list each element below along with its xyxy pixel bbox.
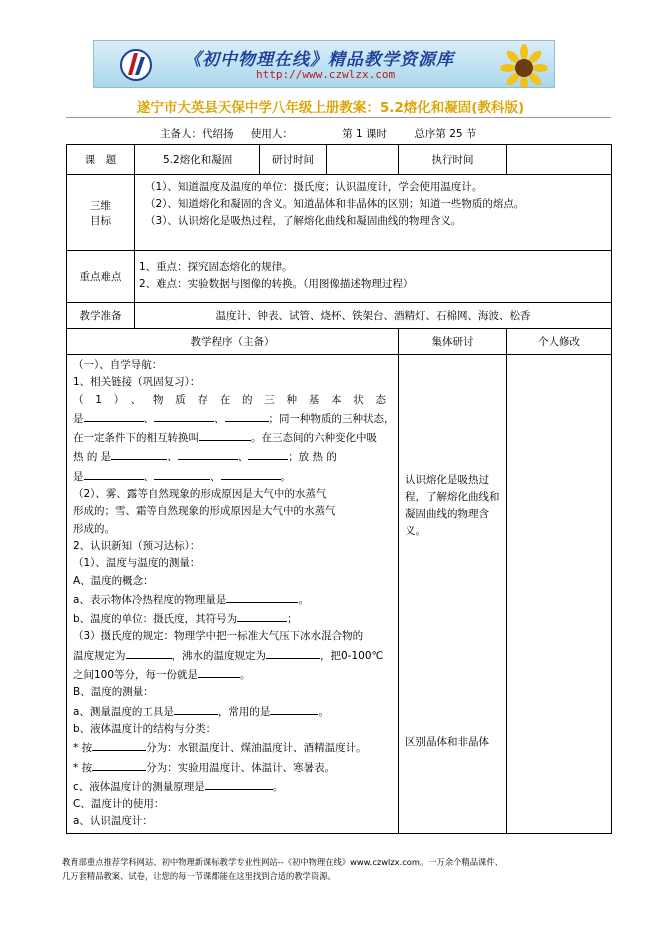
exec-time-value — [507, 145, 612, 175]
body-line: * 按 分为：实验用温度计、体温计、寒暑表。 — [73, 758, 392, 777]
document-title: 遂宁市大英县天保中学八年级上册教案：5.2熔化和凝固(教科版) — [136, 100, 525, 116]
body-line: 在一定条件下的相互转换叫 。在三态间的六种变化中吸 — [73, 428, 392, 447]
prep-label: 教学准备 — [67, 303, 135, 329]
procedure-body — [67, 355, 399, 834]
meta-line — [160, 126, 490, 141]
body-line: 形成的；雪、霜等自然现象的形成原因是大气中的水蒸气 — [73, 505, 336, 518]
group-note-crystal: 区别晶体和非晶体 — [405, 736, 489, 748]
body-line: （3）摄氏度的规定：物理学中把一标准大气压下冰水混合物的 — [73, 630, 364, 643]
goals-label-line-2: 目标 — [90, 214, 111, 227]
key-point-item: 1、重点：探究固态熔化的规律。 — [139, 261, 293, 273]
prep-content: 温度计、钟表、试管、烧杯、铁架台、酒精灯、石棉网、海波、松香 — [135, 303, 612, 329]
topic-label: 课 题 — [67, 145, 135, 175]
footer-line: 几万套精品教案、试卷，让您的每一节课都能在这里找到合适的教学资源。 — [62, 871, 336, 881]
body-line: C、温度计的使用： — [73, 798, 165, 811]
body-line: 1、相关链接（巩固复习）： — [73, 376, 201, 389]
body-line: b、温度的单位：摄氏度，其符号为 ； — [73, 609, 392, 628]
goal-item: （2）、知道熔化和凝固的含义。知道晶体和非晶体的区别；知道一些物质的熔点。 — [145, 198, 525, 210]
body-line: a、表示物体冷热程度的物理量是 。 — [73, 590, 392, 609]
key-point-item: 2、难点：实验数据与图像的转换。（用图像描述物理过程） — [139, 278, 414, 290]
goal-item: （3）、认识熔化是吸热过程，了解熔化曲线和凝固曲线的物理含义。 — [145, 215, 462, 227]
body-line: a、测量温度的工具是 ，常用的是 。 — [73, 702, 392, 721]
goals-label-line-1: 三维 — [90, 199, 111, 212]
body-line: 之间100等分，每一份就是 。 — [73, 665, 392, 684]
meta-user: 使用人： — [250, 128, 293, 140]
key-points-row — [67, 251, 612, 303]
body-line: （1）、物质存在的三种基本状态 — [73, 393, 392, 406]
footer — [62, 855, 622, 883]
personal-edit-body — [507, 355, 612, 834]
footer-line: 教育部重点推荐学科网站、初中物理新课标教学专业性网站--《初中物理在线》www.czwlzx.com。一万余个精品课件、 — [62, 857, 503, 867]
research-time-value — [327, 145, 399, 175]
body-line: （1）、温度与温度的测量： — [73, 557, 201, 570]
exec-time-label: 执行时间 — [399, 145, 507, 175]
goal-item: （1）、知道温度及温度的单位：摄氏度；认识温度计，学会使用温度计。 — [145, 181, 483, 193]
body-line: 2、认识新知（预习达标）： — [73, 539, 201, 552]
personal-edit-header: 个人修改 — [507, 329, 612, 355]
group-note-melting: 认识熔化是吸热过 程，了解熔化曲线和 凝固曲线的物理含 义。 — [405, 474, 500, 537]
body-line: 形成的。 — [73, 522, 115, 535]
key-points-content — [135, 251, 612, 303]
procedure-header-row — [67, 329, 612, 355]
meta-lesson: 第 1 课时 — [342, 128, 388, 140]
body-line: B、温度的测量： — [73, 686, 154, 699]
procedure-header: 教学程序（主备） — [67, 329, 399, 355]
body-line: 热 的 是 、 、 ；放 热 的 — [73, 447, 392, 466]
goals-label — [67, 175, 135, 251]
site-logo-icon — [118, 45, 154, 83]
group-research-body — [399, 355, 507, 834]
research-time-label: 研讨时间 — [260, 145, 327, 175]
topic-value: 5.2熔化和凝固 — [135, 145, 260, 175]
goals-content — [135, 175, 612, 251]
body-line: （2）、雾、露等自然现象的形成原因是大气中的水蒸气 — [73, 488, 327, 501]
body-line: c、液体温度计的测量原理是 。 — [73, 777, 392, 796]
meta-author: 主备人：代绍扬 — [160, 128, 234, 140]
title-divider — [66, 117, 611, 118]
body-line: a、认识温度计： — [73, 815, 153, 828]
procedure-body-row — [67, 355, 612, 834]
sunflower-icon — [500, 44, 548, 88]
goals-row — [67, 175, 612, 251]
banner-url[interactable]: http://www.czwlzx.com — [256, 68, 396, 81]
header-banner — [93, 40, 555, 88]
body-line: 温度规定为 ，沸水的温度规定为 ，把0-100℃ — [73, 646, 392, 665]
body-line: （一）、自学导航： — [73, 359, 163, 371]
body-line: A、温度的概念： — [73, 574, 154, 587]
prep-row — [67, 303, 612, 329]
body-line: b、液体温度计的结构与分类： — [73, 722, 217, 735]
body-line: 是 、 、 。 — [73, 467, 392, 486]
lesson-plan-table — [66, 144, 612, 834]
body-line: 是 、 、 ；同一种物质的三种状态， — [73, 409, 392, 428]
body-line: * 按 分为：水银温度计、煤油温度计、酒精温度计。 — [73, 738, 392, 757]
banner-title: 《初中物理在线》精品教学资源库 — [184, 50, 454, 70]
key-points-label: 重点难点 — [67, 251, 135, 303]
group-research-header: 集体研讨 — [399, 329, 507, 355]
meta-total: 总序第 25 节 — [414, 128, 477, 140]
topic-row — [67, 145, 612, 175]
